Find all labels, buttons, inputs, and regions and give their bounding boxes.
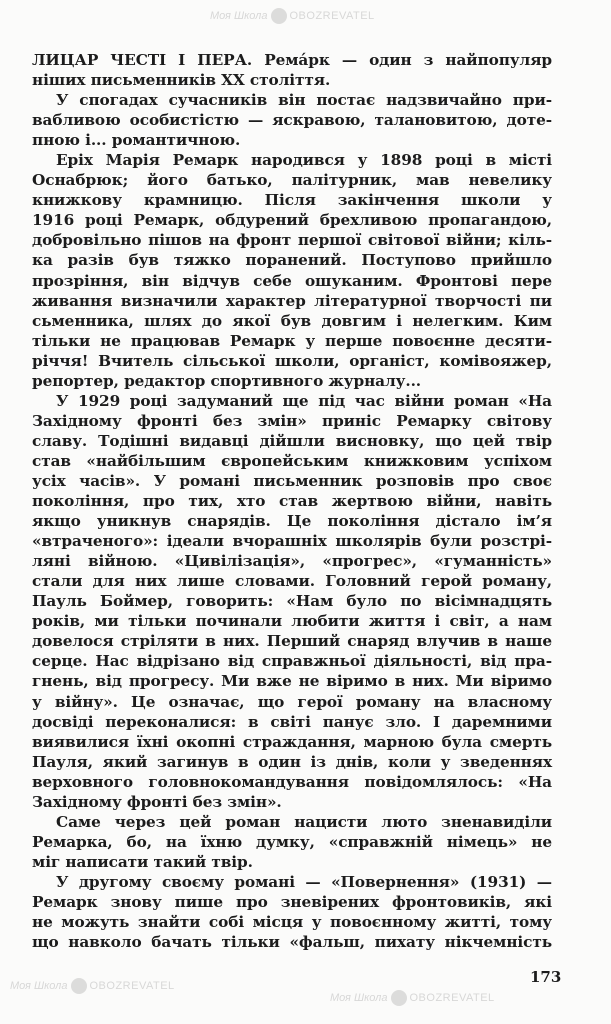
- text-line: ляні війною. «Цивілізація», «прогрес», «гуманність»: [32, 552, 552, 571]
- text-line: пною і... романтичною.: [32, 131, 241, 150]
- text-line: У спогадах сучасників він постає надзвичайно при-: [56, 91, 552, 110]
- text-line: Еріх Марія Ремарк народився у 1898 році в місті: [56, 151, 552, 170]
- text-line: досвіді переконалися: в світі панує зло. І даремними: [32, 712, 552, 731]
- text-line-content: Ремáрк — один з найпопуляр: [252, 51, 552, 69]
- text-line: У 1929 році задуманий ще під час війни роман «На: [56, 391, 552, 410]
- text-line: що навколо бачать тільки «фальш, пихату нікчемність: [32, 933, 552, 952]
- text-line: ніших письменників XX століття.: [32, 71, 331, 90]
- text-line: Ремарка, бо, на їхню думку, «справжній німець» не: [32, 832, 552, 851]
- text-line: живання визначили характер літературної творчості пи: [32, 291, 552, 310]
- text-line: серце. Нас відрізано від справжньої діяльності, від пра-: [32, 652, 552, 671]
- book-page-text: [32, 50, 552, 952]
- watermark-text: OBOZREVATEL: [409, 991, 495, 1004]
- text-line: славу. Тодішні видавці дійшли висновку, що цей твір: [32, 431, 552, 450]
- text-line: Ремарк знову пише про зневірених фронтовиків, які: [32, 892, 552, 911]
- text-line: прозріння, він відчув себе ошуканим. Фронтові пере: [32, 271, 552, 290]
- text-line: Західному фронті без змін».: [32, 792, 282, 811]
- watermark: [10, 978, 175, 994]
- watermark-text: OBOZREVATEL: [289, 9, 375, 22]
- text-line: Пауль Боймер, говорить: «Нам було по вісімнадцять: [32, 592, 552, 611]
- page-number: 173: [530, 968, 562, 986]
- text-line: не можуть знайти собі місця у повоєнному житті, тому: [32, 913, 552, 932]
- text-line: [32, 50, 552, 70]
- text-line: 1916 році Ремарк, обдурений брехливою пропагандою,: [32, 211, 552, 230]
- watermark: [330, 990, 495, 1006]
- text-line: річчя! Вчитель сільської школи, органіст, комівояжер,: [32, 351, 552, 370]
- watermark-logo-icon: [391, 990, 407, 1006]
- text-line: верховного головнокомандування повідомлялось: «На: [32, 772, 552, 791]
- text-line: ка разів був тяжко поранений. Поступово прийшло: [32, 251, 552, 270]
- text-line: Оснабрюк; його батько, палітурник, мав невелику: [32, 171, 552, 190]
- text-line: виявилися їхні окопні страждання, марною була смерть: [32, 732, 552, 751]
- text-line: стали для них лише словами. Головний герой роману,: [32, 572, 552, 591]
- text-line: років, ми тільки починали любити життя і світ, а нам: [32, 612, 552, 631]
- text-line: Пауля, який загинув в один із днів, коли у зведеннях: [32, 752, 552, 771]
- text-line: довелося стріляти в них. Перший снаряд влучив в наше: [32, 632, 552, 651]
- text-line: вабливою особистістю — яскравою, талановитою, доте-: [32, 111, 552, 130]
- text-line: покоління, про тих, хто став жертвою війни, навіть: [32, 492, 552, 511]
- text-line: сьменника, шлях до якої був довгим і нелегким. Ким: [32, 311, 552, 330]
- text-line: тільки не працював Ремарк у перше повоєнне десяти-: [32, 331, 552, 350]
- watermark: [210, 8, 375, 24]
- watermark-logo-icon: [271, 8, 287, 24]
- watermark-text: Моя Школа: [10, 979, 68, 992]
- watermark-text: Моя Школа: [210, 9, 268, 22]
- text-line: репортер, редактор спортивного журналу...: [32, 371, 422, 390]
- text-line: у війну». Це означає, що герої роману на власному: [32, 692, 552, 711]
- text-line: якщо уникнув снарядів. Це покоління дістало ім’я: [32, 512, 552, 531]
- text-line: гнень, від прогресу. Ми вже не віримо в них. Ми віримо: [32, 672, 552, 691]
- text-line: Західному фронті без змін» приніс Ремарку світову: [32, 411, 552, 430]
- watermark-text: OBOZREVATEL: [89, 979, 175, 992]
- text-line: книжкову крамницю. Після закінчення школи у: [32, 191, 552, 210]
- text-line: «втраченого»: ідеали вчорашніх школярів були розстрі-: [32, 532, 552, 551]
- text-line: міг написати такий твір.: [32, 852, 253, 871]
- section-heading: ЛИЦАР ЧЕСТІ І ПЕРА.: [32, 51, 253, 69]
- text-line: став «найбільшим європейським книжковим успіхом: [32, 451, 552, 470]
- text-line: У другому своєму романі — «Повернення» (1931) —: [56, 872, 552, 891]
- text-line: добровільно пішов на фронт першої світової війни; кіль-: [32, 231, 552, 250]
- watermark-logo-icon: [71, 978, 87, 994]
- watermark-text: Моя Школа: [330, 991, 388, 1004]
- text-line: Саме через цей роман нацисти люто зненавиділи: [56, 812, 552, 831]
- text-line: усіх часів». У романі письменник розповів про своє: [32, 471, 552, 490]
